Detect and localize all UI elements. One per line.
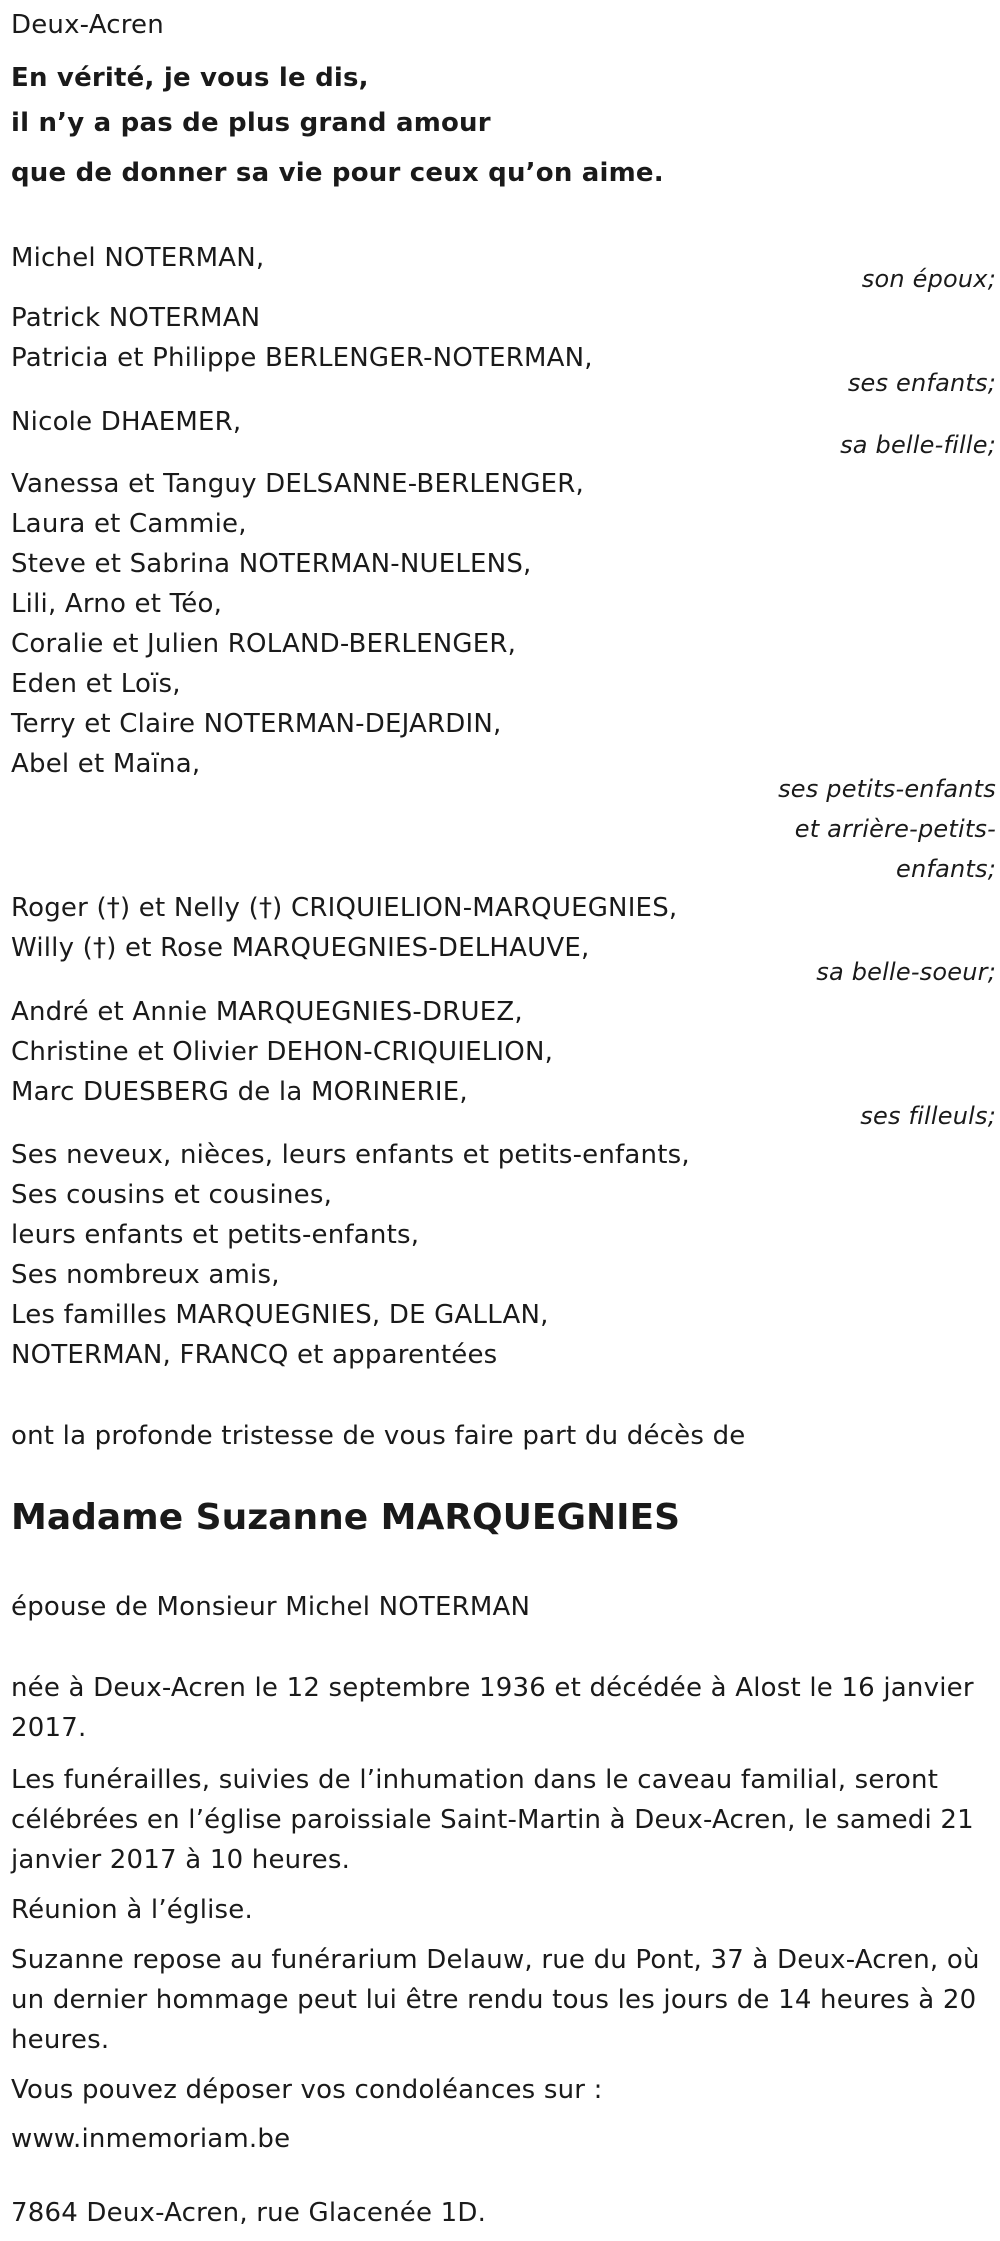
daughter-in-law-role: sa belle-fille; (840, 431, 996, 459)
announcement-intro: ont la profonde tristesse de vous faire part du décès de (11, 1421, 746, 1451)
godchild-line: Christine et Olivier DEHON-CRIQUIELION, (11, 1037, 554, 1067)
spouse-role: son époux; (861, 265, 996, 293)
verse-line-3: que de donner sa vie pour ceux qu’on aime. (11, 158, 664, 188)
header-place: Deux-Acren (11, 10, 164, 40)
child-name: Patrick NOTERMAN (11, 303, 261, 333)
condolences-line: Vous pouvez déposer vos condoléances sur : (11, 2075, 603, 2105)
birth-death-line: 2017. (11, 1713, 87, 1743)
verse-line-2: il n’y a pas de plus grand amour (11, 108, 491, 138)
deceased-name: Madame Suzanne MARQUEGNIES (11, 1497, 681, 1538)
grandchildren-role-line: enfants; (896, 855, 996, 883)
meeting-line: Réunion à l’église. (11, 1895, 253, 1925)
relatives-line: leurs enfants et petits-enfants, (11, 1220, 420, 1250)
spouse-name: Michel NOTERMAN, (11, 243, 265, 273)
godchildren-role: ses filleuls; (860, 1102, 996, 1130)
funeral-line: Les funérailles, suivies de l’inhumation dans le caveau familial, seront (11, 1765, 939, 1795)
birth-death-line: née à Deux-Acren le 12 septembre 1936 et décédée à Alost le 16 janvier (11, 1673, 974, 1703)
relatives-line: Les familles MARQUEGNIES, DE GALLAN, (11, 1300, 549, 1330)
relatives-line: Ses neveux, nièces, leurs enfants et petits-enfants, (11, 1140, 690, 1170)
sister-in-law-line: Roger (†) et Nelly (†) CRIQUIELION-MARQUEGNIES, (11, 893, 678, 923)
spouse-of: épouse de Monsieur Michel NOTERMAN (11, 1592, 531, 1622)
funeral-line: célébrées en l’église paroissiale Saint-Martin à Deux-Acren, le samedi 21 (11, 1805, 974, 1835)
website-link[interactable]: www.inmemoriam.be (11, 2124, 291, 2154)
funeral-line: janvier 2017 à 10 heures. (11, 1845, 351, 1875)
grandchild-line: Steve et Sabrina NOTERMAN-NUELENS, (11, 549, 532, 579)
relatives-line: Ses nombreux amis, (11, 1260, 280, 1290)
sisters-in-law-role: sa belle-soeur; (816, 958, 996, 986)
relatives-line: Ses cousins et cousines, (11, 1180, 333, 1210)
rest-line: heures. (11, 2025, 110, 2055)
godchild-line: André et Annie MARQUEGNIES-DRUEZ, (11, 997, 523, 1027)
rest-line: un dernier hommage peut lui être rendu tous les jours de 14 heures à 20 (11, 1985, 977, 2015)
rest-line: Suzanne repose au funérarium Delauw, rue du Pont, 37 à Deux-Acren, où (11, 1945, 980, 1975)
grandchild-line: Abel et Maïna, (11, 749, 201, 779)
daughter-in-law-name: Nicole DHAEMER, (11, 407, 242, 437)
grandchild-line: Vanessa et Tanguy DELSANNE-BERLENGER, (11, 469, 585, 499)
sister-in-law-line: Willy (†) et Rose MARQUEGNIES-DELHAUVE, (11, 933, 590, 963)
grandchildren-role-line: ses petits-enfants (778, 775, 996, 803)
godchild-line: Marc DUESBERG de la MORINERIE, (11, 1077, 468, 1107)
grandchild-line: Terry et Claire NOTERMAN-DEJARDIN, (11, 709, 502, 739)
address-line: 7864 Deux-Acren, rue Glacenée 1D. (11, 2198, 487, 2228)
relatives-line: NOTERMAN, FRANCQ et apparentées (11, 1340, 498, 1370)
grandchild-line: Laura et Cammie, (11, 509, 247, 539)
grandchild-line: Lili, Arno et Téo, (11, 589, 223, 619)
grandchild-line: Eden et Loïs, (11, 669, 181, 699)
children-role: ses enfants; (847, 369, 996, 397)
grandchildren-role-line: et arrière-petits- (794, 815, 996, 843)
verse-line-1: En vérité, je vous le dis, (11, 63, 369, 93)
child-name: Patricia et Philippe BERLENGER-NOTERMAN, (11, 343, 593, 373)
grandchild-line: Coralie et Julien ROLAND-BERLENGER, (11, 629, 517, 659)
